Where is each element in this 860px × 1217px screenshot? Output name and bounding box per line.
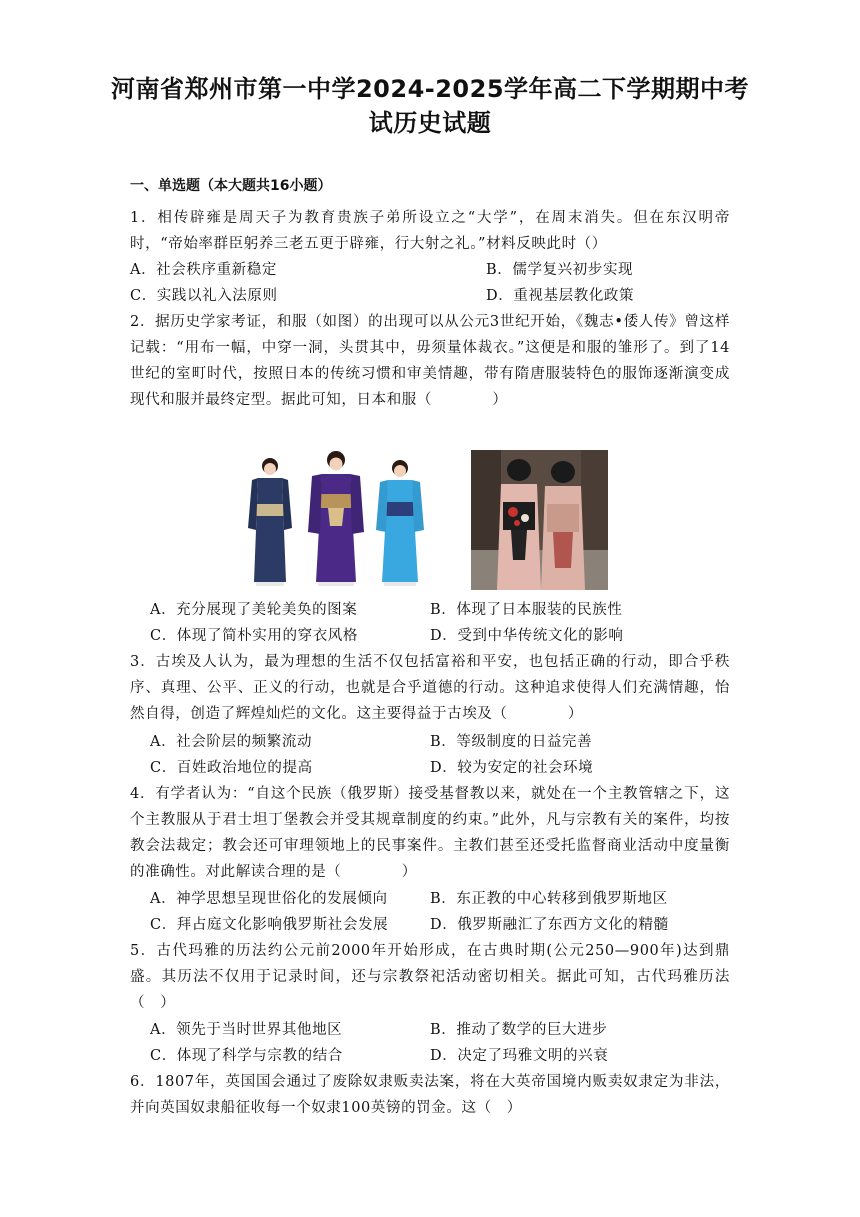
question-5-stem: 5．古代玛雅的历法约公元前2000年开始形成，在古典时期(公元250—900年)达到鼎盛。其历法不仅用于记录时间，还与宗教祭祀活动密切相关。据此可知，古代玛雅历法（ ）	[130, 943, 730, 1011]
question-3-option-d: D．较为安定的社会环境	[430, 760, 594, 776]
question-1-stem: 1．相传辟雍是周天子为教育贵族子弟所设立之“大学”，在周末消失。但在东汉明帝时，“帝始率群臣躬养三老五更于辟雍，行大射之礼。”材料反映此时（）	[130, 210, 730, 252]
question-5-option-c: C．体现了科学与宗教的结合	[150, 1048, 343, 1064]
question-2-option-d: D．受到中华传统文化的影响	[430, 628, 624, 644]
question-3-option-b: B．等级制度的日益完善	[430, 734, 593, 750]
question-3-option-a: A．社会阶层的频繁流动	[150, 734, 313, 750]
question-3-stem: 3．古埃及人认为，最为理想的生活不仅包括富裕和平安，也包括正确的行动，即合乎秩序、真理、公平、正义的行动，也就是合乎道德的行动。这种追求使得人们充满情趣，怡然自得，创造了辉煌灿烂的文化。这主要得益于古埃及（ ）	[130, 654, 730, 722]
question-4-option-a: A．神学思想呈现世俗化的发展倾向	[150, 891, 388, 907]
question-3-option-c: C．百姓政治地位的提高	[150, 760, 313, 776]
question-4-option-d: D．俄罗斯融汇了东西方文化的精髓	[430, 917, 669, 933]
exam-title	[100, 72, 760, 140]
question-1-option-a: A．社会秩序重新稳定	[130, 262, 277, 278]
question-2-stem: 2．据历史学家考证，和服（如图）的出现可以从公元3世纪开始，《魏志•倭人传》曾这样记载：“用布一幅，中穿一洞，头贯其中，毋须量体裁衣。”这便是和服的雏形了。到了14世纪的室町时代，按照日本的传统习惯和审美情趣，带有隋唐服装特色的服饰逐渐演变成现代和服并最终定型。据此可知，日本和服（ ）	[130, 314, 730, 408]
question-5-option-d: D．决定了玛雅文明的兴衰	[430, 1048, 609, 1064]
exam-title-line2: 试历史试题	[368, 109, 492, 137]
question-4-option-c: C．拜占庭文化影响俄罗斯社会发展	[150, 917, 389, 933]
question-6-stem: 6．1807年，英国国会通过了废除奴隶贩卖法案，将在大英帝国境内贩卖奴隶定为非法，并向英国奴隶船征收每一个奴隶100英镑的罚金。这（ ）	[130, 1074, 730, 1116]
question-2-option-a: A．充分展现了美轮美奂的图案	[150, 602, 358, 618]
question-4-option-b: B．东正教的中心转移到俄罗斯地区	[430, 891, 668, 907]
question-1-option-c: C．实践以礼入法原则	[130, 288, 278, 304]
question-1-option-b: B．儒学复兴初步实现	[486, 262, 634, 278]
question-5-option-a: A．领先于当时世界其他地区	[150, 1022, 343, 1038]
question-2-option-c: C．体现了简朴实用的穿衣风格	[150, 628, 358, 644]
exam-title-line1: 河南省郑州市第一中学2024-2025学年高二下学期期中考	[110, 75, 750, 103]
section-heading: 一、单选题（本大题共16小题）	[130, 178, 332, 194]
question-4-stem: 4．有学者认为：“自这个民族（俄罗斯）接受基督教以来，就处在一个主教管辖之下，这个主教服从于君士坦丁堡教会并受其规章制度的约束。”此外，凡与宗教有关的案件，均按教会法裁定；教会还可审理领地上的民事案件。主教们甚至还受托监督商业活动中度量衡的准确性。对此解读合理的是（ ）	[130, 786, 730, 880]
question-5-option-b: B．推动了数学的巨大进步	[430, 1022, 608, 1038]
kimono-standing-figures-image	[246, 450, 426, 590]
kimono-street-photo-image	[471, 450, 608, 590]
question-1-option-d: D．重视基层教化政策	[486, 288, 635, 304]
question-2-option-b: B．体现了日本服装的民族性	[430, 602, 623, 618]
